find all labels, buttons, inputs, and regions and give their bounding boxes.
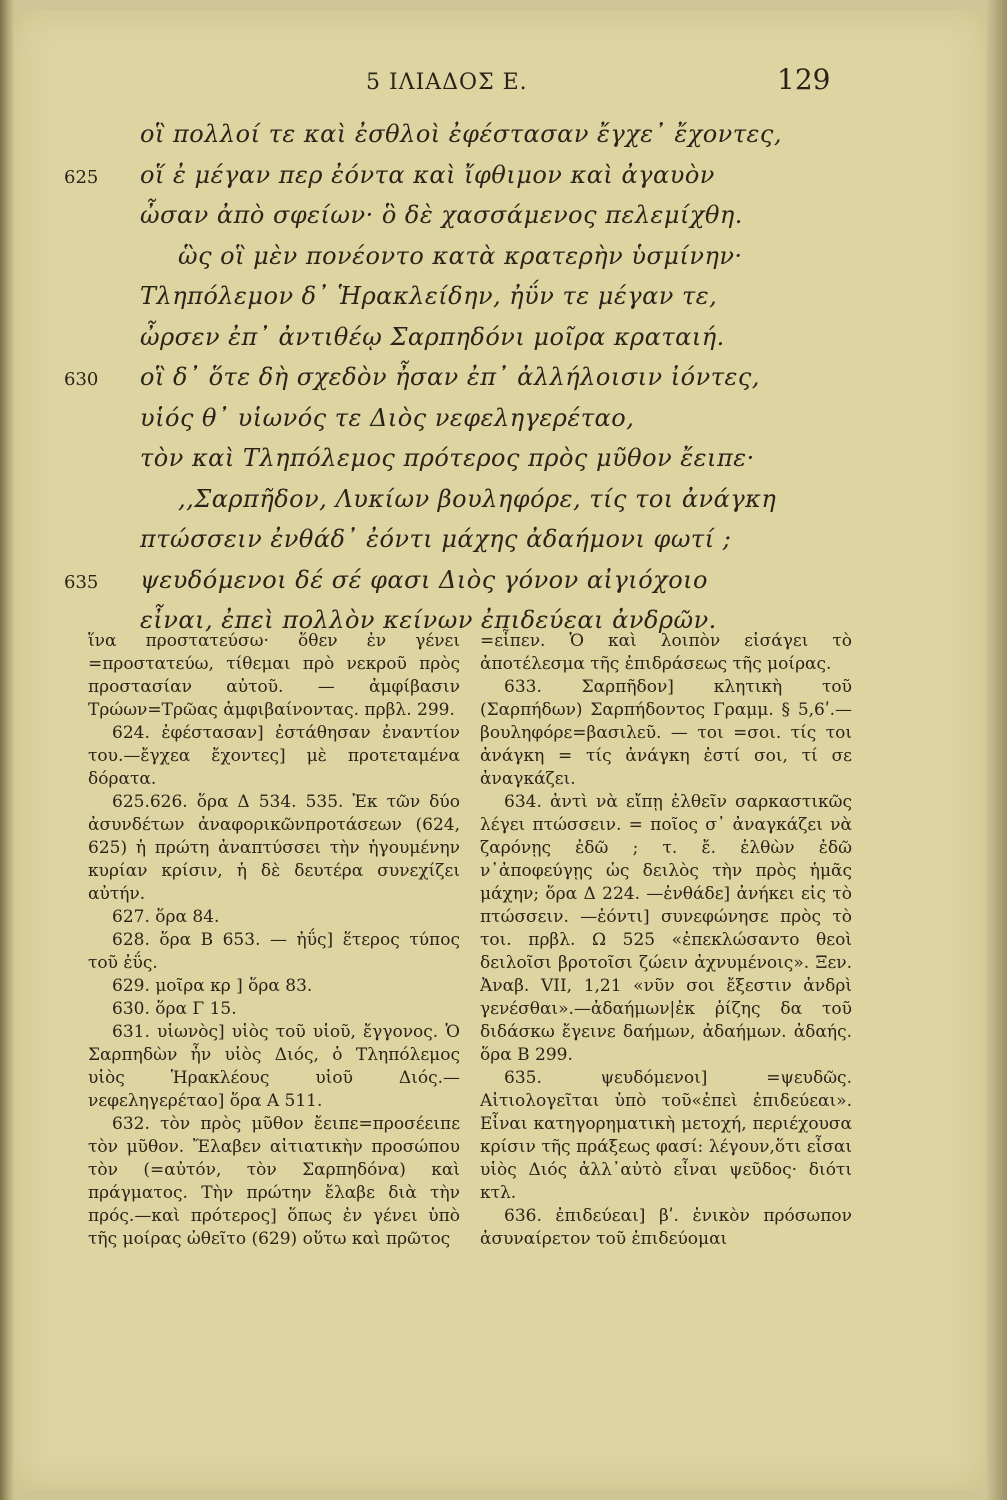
verse-line: τὸν καὶ Τληπόλεμος πρότερος πρὸς μῦθον ἔειπε· bbox=[140, 444, 755, 472]
commentary-note: =εἶπεν. Ὁ καὶ λοιπὸν εἰσάγει τὸ ἀποτέλεσμα τῆς ἐπιδράσεως τῆς μοίρας. bbox=[480, 631, 852, 674]
commentary-note: 624. ἐφέστασαν] ἐστάθησαν ἐναντίον του.—ἔγχεα ἔχοντες] μὲ προτεταμένα δόρατα. bbox=[88, 723, 460, 789]
running-title: 5 ΙΛΙΑΔΟΣ Ε. bbox=[366, 70, 528, 95]
book-spine-shadow bbox=[0, 0, 14, 1500]
line-number: 630 bbox=[64, 369, 99, 390]
page-number: 129 bbox=[777, 63, 831, 96]
commentary-note: 635. ψευδόμενοι] =ψευδῶς. Αἰτιολογεῖται ὑπὸ τοῦ«ἐπεὶ ἐπιδεύεαι». Εἶναι κατηγορηματικὴ μετοχή, περιέχουσα κρίσιν τῆς πράξεως φασί: λέγουν,ὅτι εἶσαι υἱὸς Διός ἀλλ᾽αὐτὸ εἶναι ψεῦδος· διότι κτλ. bbox=[480, 1068, 852, 1203]
verse-line: πτώσσειν ἐνθάδ᾽ ἐόντι μάχης ἀδαήμονι φωτί ; bbox=[140, 525, 732, 553]
verse-line: οἳ πολλοί τε καὶ ἐσθλοὶ ἐφέστασαν ἔγχε᾽ ἔχοντες, bbox=[140, 120, 782, 148]
page-edge bbox=[986, 0, 1007, 1500]
verse-line: εἶναι, ἐπεὶ πολλὸν κείνων ἐπιδεύεαι ἀνδρῶν. bbox=[140, 606, 717, 634]
commentary-note: 631. υἱωνὸς] υἱὸς τοῦ υἱοῦ, ἔγγονος. Ὁ Σαρπηδὼν ἦν υἱὸς Διός, ὁ Τληπόλεμος υἱὸς Ἡρακλέους υἱοῦ Διός.— νεφεληγερέταο] ὅρα Α 511. bbox=[88, 1022, 460, 1111]
commentary-note: 628. ὅρα Β 653. — ἠΰς] ἕτερος τύπος τοῦ ἐΰς. bbox=[88, 930, 460, 973]
verse-line: ὦσαν ἀπὸ σφείων· ὃ δὲ χασσάμενος πελεμίχθη. bbox=[140, 201, 743, 229]
verse-line: υἱός θ᾽ υἱωνός τε Διὸς νεφεληγερέταο, bbox=[140, 403, 635, 432]
verse-line: Τληπόλεμον δ᾽ Ἡρακλείδην, ἠΰν τε μέγαν τε, bbox=[140, 282, 718, 310]
verse-line: οἳ δ᾽ ὅτε δὴ σχεδὸν ἦσαν ἐπ᾽ ἀλλήλοισιν ἰόντες, bbox=[140, 363, 760, 391]
verse-line: ὦρσεν ἐπ᾽ ἀντιθέῳ Σαρπηδόνι μοῖρα κραταιή. bbox=[140, 322, 725, 351]
verse-line: ,,Σαρπῆδον, Λυκίων βουληφόρε, τίς τοι ἀνάγκη bbox=[178, 484, 777, 513]
verse-line: οἵ ἐ μέγαν περ ἐόντα καὶ ἴφθιμον καὶ ἀγαυὸν bbox=[140, 160, 715, 189]
commentary-note: ἵνα προστατεύσω· ὅθεν ἐν γένει =προστατεύω, τίθεμαι πρὸ νεκροῦ πρὸς προστασίαν αὐτοῦ. — ἀμφίβασιν Τρώων=Τρῶας ἀμφιβαίνοντας. πρβλ. 299. bbox=[88, 631, 460, 720]
commentary-note: 633. Σαρπῆδον] κλητικὴ τοῦ (Σαρπήδων) Σαρπήδοντος Γραμμ. § 5,6ʹ.— βουληφόρε=βασιλεῦ. — τοι =σοι. τίς τοι ἀνάγκη = τίς ἀνάγκη ἐστί σοι, τί σε ἀναγκάζει. bbox=[480, 677, 852, 789]
commentary-left-column bbox=[88, 630, 460, 1251]
line-number: 625 bbox=[64, 166, 99, 188]
line-number: 635 bbox=[64, 571, 99, 593]
commentary-note: 636. ἐπιδεύεαι] βʹ. ἑνικὸν πρόσωπον ἀσυναίρετον τοῦ ἐπιδεύομαι bbox=[480, 1206, 852, 1249]
commentary-right-column bbox=[480, 630, 852, 1251]
commentary-note: 625.626. ὅρα Δ 534. 535. Ἐκ τῶν δύο ἀσυνδέτων ἀναφορικῶνπροτάσεων (624, 625) ἡ πρώτη ἀναπτύσσει τὴν ἡγουμένην κυρίαν κρίσιν, ἡ δὲ δευτέρα συνεχίζει αὐτήν. bbox=[88, 792, 460, 904]
verse-line: ὣς οἳ μὲν πονέοντο κατὰ κρατερὴν ὑσμίνην· bbox=[178, 241, 743, 270]
commentary-note: 630. ὅρα Γ 15. bbox=[112, 999, 237, 1019]
commentary-note: 629. μοῖρα κρ ] ὅρα 83. bbox=[112, 976, 313, 996]
commentary-note: 627. ὅρα 84. bbox=[112, 907, 220, 927]
commentary-note: 632. τὸν πρὸς μῦθον ἔειπε=προσέειπε τὸν μῦθον. Ἔλαβεν αἰτιατικὴν προσώπου τὸν (=αὐτόν, τὸν Σαρπηδόνα) καὶ πράγματος. Τὴν πρώτην ἔλαβε διὰ τὴν πρός.—καὶ πρότερος] ὅπως ἐν γένει ὑπὸ τῆς μοίρας ὠθεῖτο (629) οὕτω καὶ πρῶτος bbox=[88, 1114, 460, 1249]
commentary-note: 634. ἀντὶ νὰ εἴπῃ ἐλθεῖν σαρκαστικῶς λέγει πτώσσειν. = ποῖος σ᾽ ἀναγκάζει νὰ ζαρόνῃς ἐδῶ ; τ. ἔ. ἐλθὼν ἐδῶ ν᾽ἀποφεύγῃς ὡς δειλὸς τὴν πρὸς ἡμᾶς μάχην; ὅρα Δ 224. —ἐνθάδε] ἀνήκει εἰς τὸ πτώσσειν. —ἐόντι] συνεφώνησε πρὸς τὸ τοι. πρβλ. Ω 525 «ἐπεκλώσαντο θεοὶ δειλοῖσι βροτοῖσι ζώειν ἀχνυμένοις». Ξεν. Ἀναβ. VII, 1,21 «νῦν σοι ἔξεστιν ἀνδρὶ γενέσθαι».—ἀδαήμων|ἐκ ῥίζης δα τοῦ διδάσκω ἔγεινε δαήμων, ἀδαήμων. ἀδαής. ὅρα Β 299. bbox=[480, 792, 852, 1065]
verse-line: ψευδόμενοι δέ σέ φασι Διὸς γόνον αἰγιόχοιο bbox=[140, 565, 709, 594]
